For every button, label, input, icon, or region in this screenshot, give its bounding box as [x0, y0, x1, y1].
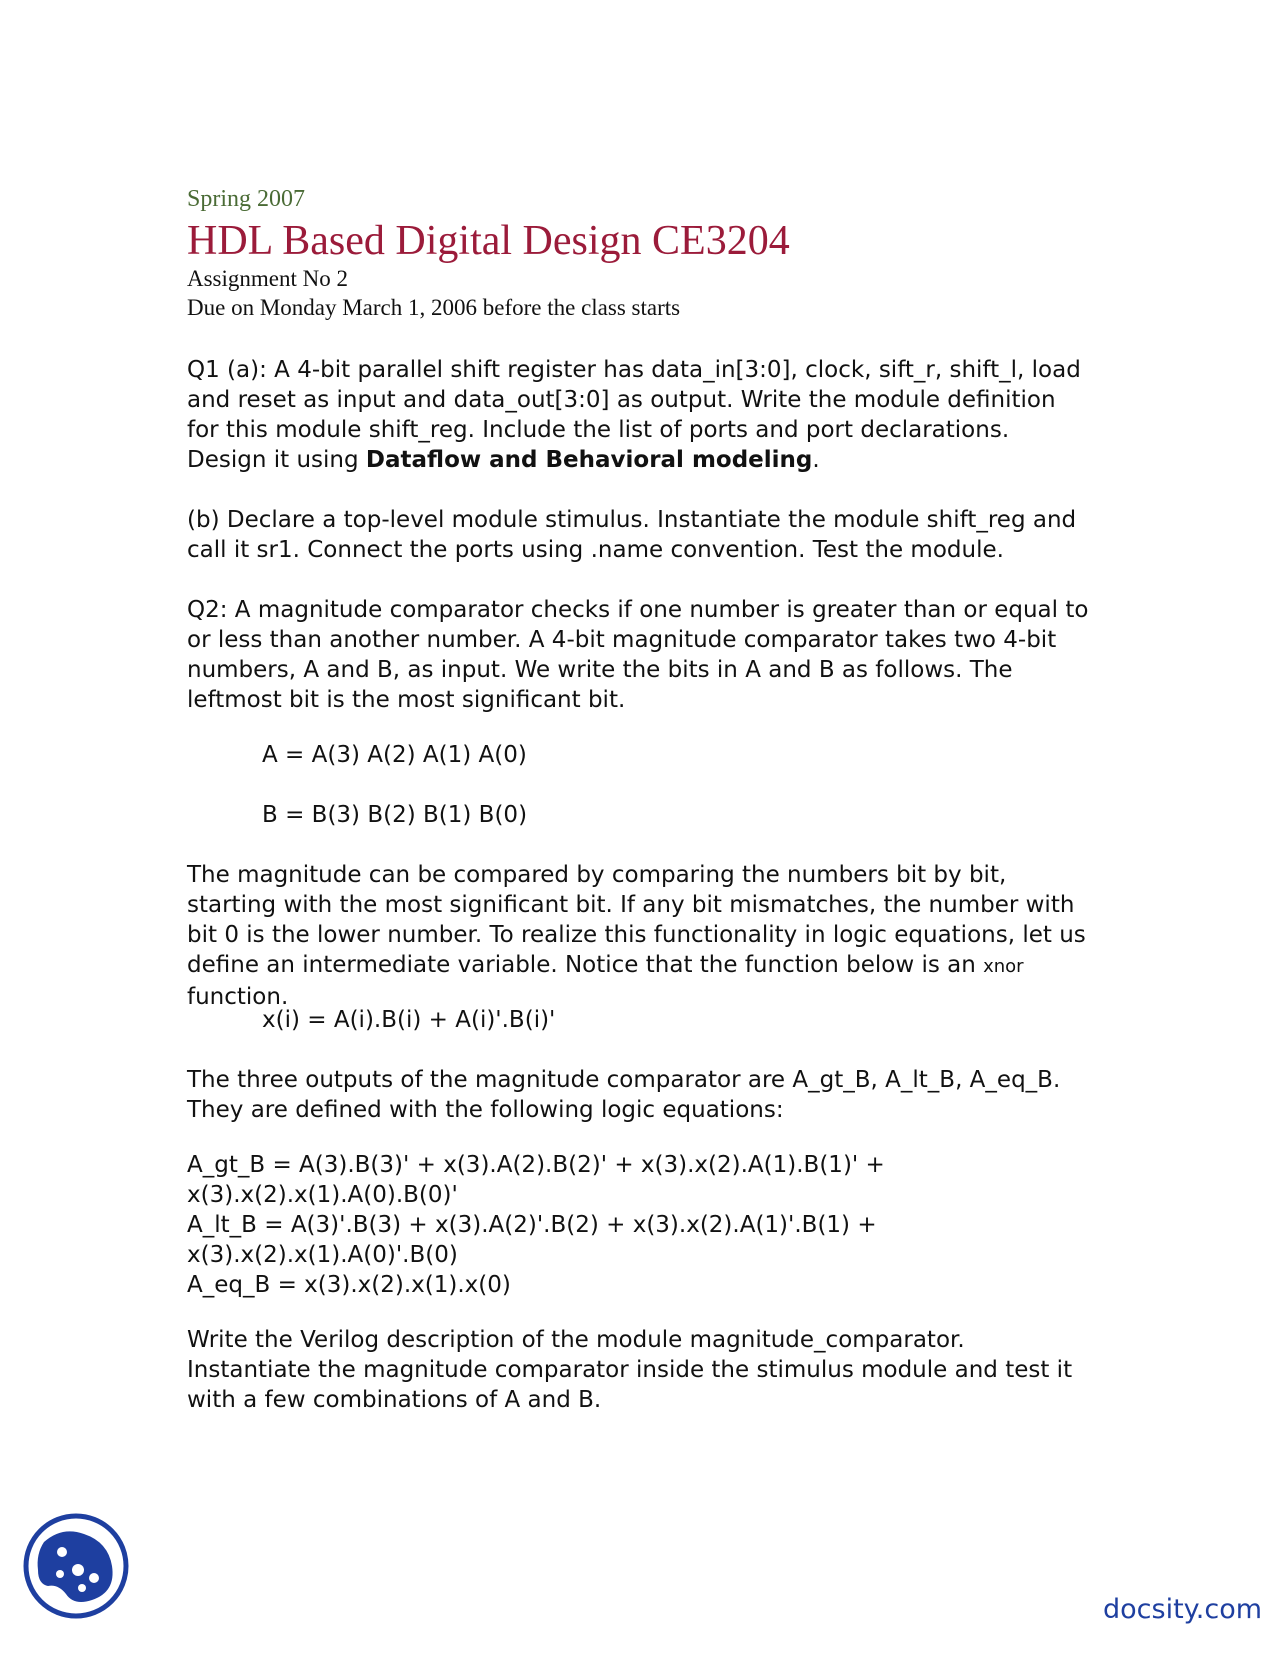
- lt-equation-line-1: A_lt_B = A(3)'.B(3) + x(3).A(2)'.B(2) + x(3).x(2).A(1)'.B(1) +: [187, 1212, 877, 1238]
- equation-a: A = A(3) A(2) A(1) A(0): [262, 742, 527, 768]
- question-2-paragraph: [187, 860, 1092, 1012]
- xnor-term: xnor: [983, 956, 1024, 977]
- question-1a: [187, 355, 1092, 475]
- page-title: HDL Based Digital Design CE3204: [187, 218, 790, 264]
- lt-equation-line-2: x(3).x(2).x(1).A(0)'.B(0): [187, 1242, 458, 1268]
- final-instruction-1: Write the Verilog description of the module magnitude_comparator.: [187, 1327, 965, 1353]
- equation-x: x(i) = A(i).B(i) + A(i)'.B(i)': [262, 1007, 556, 1033]
- question-1a-end: .: [812, 447, 820, 473]
- question-1b: (b) Declare a top-level module stimulus. Instantiate the module shift_reg and call it sr1. Connect the ports using .name convention. Test the module.: [187, 507, 1077, 563]
- question-2-paragraph-end: function.: [187, 984, 289, 1010]
- equation-b: B = B(3) B(2) B(1) B(0): [262, 802, 528, 828]
- assignment-number: Assignment No 2: [187, 266, 348, 291]
- gt-equation-line-2: x(3).x(2).x(1).A(0).B(0)': [187, 1182, 458, 1208]
- docsity-logo-icon: [22, 1512, 130, 1620]
- question-1a-text: Q1 (a): A 4-bit parallel shift register has data_in[3:0], clock, sift_r, shift_l, load and reset as input and data_out[3:0] as output. Write the module definition for this module shift_reg. Include the list of ports and port declarations. Design it using: [187, 357, 1081, 473]
- brand-link[interactable]: docsity.com: [1103, 1594, 1263, 1625]
- question-1a-emphasis: Dataflow and Behavioral modeling: [365, 447, 813, 473]
- logic-equations: [187, 1150, 1092, 1300]
- final-instruction-2: Instantiate the magnitude comparator inside the stimulus module and test it with a few combinations of A and B.: [187, 1357, 1073, 1413]
- question-2-paragraph-text: The magnitude can be compared by comparing the numbers bit by bit, starting with the most significant bit. If any bit mismatches, the number with bit 0 is the lower number. To realize this functionality in logic equations, let us define an intermediate variable. Notice that the function below is an: [187, 862, 1086, 978]
- semester-label: Spring 2007: [187, 186, 306, 212]
- final-instructions: [187, 1325, 1092, 1415]
- eq-equation-line: A_eq_B = x(3).x(2).x(1).x(0): [187, 1272, 511, 1298]
- gt-equation-line-1: A_gt_B = A(3).B(3)' + x(3).A(2).B(2)' + x(3).x(2).A(1).B(1)' +: [187, 1152, 885, 1178]
- due-date: Due on Monday March 1, 2006 before the class starts: [187, 295, 681, 320]
- question-2-intro: Q2: A magnitude comparator checks if one number is greater than or equal to or less than another number. A 4-bit magnitude comparator takes two 4-bit numbers, A and B, as input. We write the bits in A and B as follows. The leftmost bit is the most significant bit.: [187, 597, 1089, 713]
- outputs-paragraph: The three outputs of the magnitude comparator are A_gt_B, A_lt_B, A_eq_B. They are defined with the following logic equations:: [187, 1067, 1061, 1123]
